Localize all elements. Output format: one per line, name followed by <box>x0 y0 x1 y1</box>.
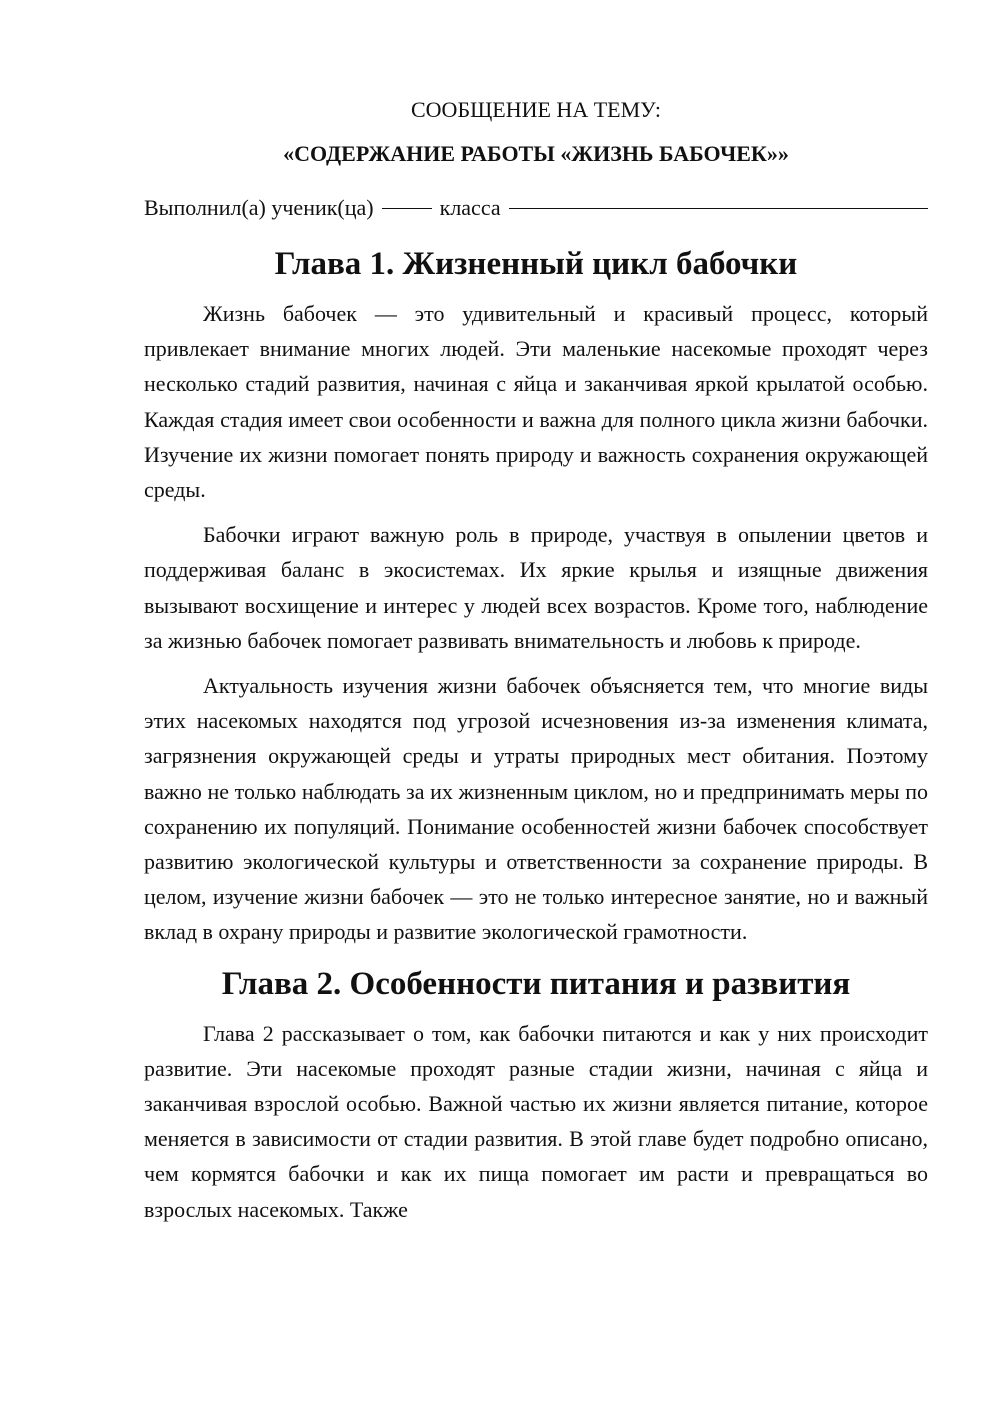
document-title: «СОДЕРЖАНИЕ РАБОТЫ «ЖИЗНЬ БАБОЧЕК»» <box>283 141 789 166</box>
chapter-2-title: Глава 2. Особенности питания и развития <box>221 965 851 1002</box>
chapter-1-paragraph-1: Жизнь бабочек — это удивительный и красивый процесс, который привлекает внимание многих людей. Эти маленькие насекомые проходят через несколько стадий развития, начиная с яйца и заканчивая яркой крылатой особью. Каждая стадия имеет свои особенности и важна для полного цикла жизни бабочки. Изучение их жизни помогает понять природу и важность сохранения окружающей среды. <box>144 301 928 503</box>
chapter-2-paragraph-1: Глава 2 рассказывает о том, как бабочки питаются и как у них происходит развитие. Эти насекомые проходят разные стадии жизни, начиная с яйца и заканчивая взрослой особью. Важной частью их жизни является питание, которое меняется в зависимости от стадии развития. В этой главе будет подробно описано, чем кормятся бабочки и как их пища помогает им расти и превращаться во взрослых насекомых. Также <box>144 1020 928 1222</box>
author-class-label: класса <box>439 195 501 220</box>
grade-blank <box>382 207 432 209</box>
name-blank <box>509 207 928 209</box>
author-prefix: Выполнил(а) ученик(ца) <box>144 195 374 220</box>
chapter-1-title: Глава 1. Жизненный цикл бабочки <box>274 246 798 282</box>
author-line <box>144 186 928 230</box>
chapter-1-paragraph-2: Бабочки играют важную роль в природе, участвуя в опылении цветов и поддерживая баланс в экосистемах. Их яркие крылья и изящные движения вызывают восхищение и интерес у людей всех возрастов. Кроме того, наблюдение за жизнью бабочек помогает развивать внимательность и любовь к природе. <box>144 522 928 653</box>
document-page <box>144 88 928 1237</box>
chapter-1-paragraph-3: Актуальность изучения жизни бабочек объясняется тем, что многие виды этих насекомых находятся под угрозой исчезновения из-за изменения климата, загрязнения окружающей среды и утраты природных мест обитания. Поэтому важно не только наблюдать за их жизненным циклом, но и предпринимать меры по сохранению их популяций. Понимание особенностей жизни бабочек способствует развитию экологической культуры и ответственности за сохранение природы. В целом, изучение жизни бабочек — это не только интересное занятие, но и важный вклад в охрану природы и развитие экологической грамотности. <box>144 673 928 945</box>
document-heading-line1: СООБЩЕНИЕ НА ТЕМУ: <box>411 97 661 122</box>
